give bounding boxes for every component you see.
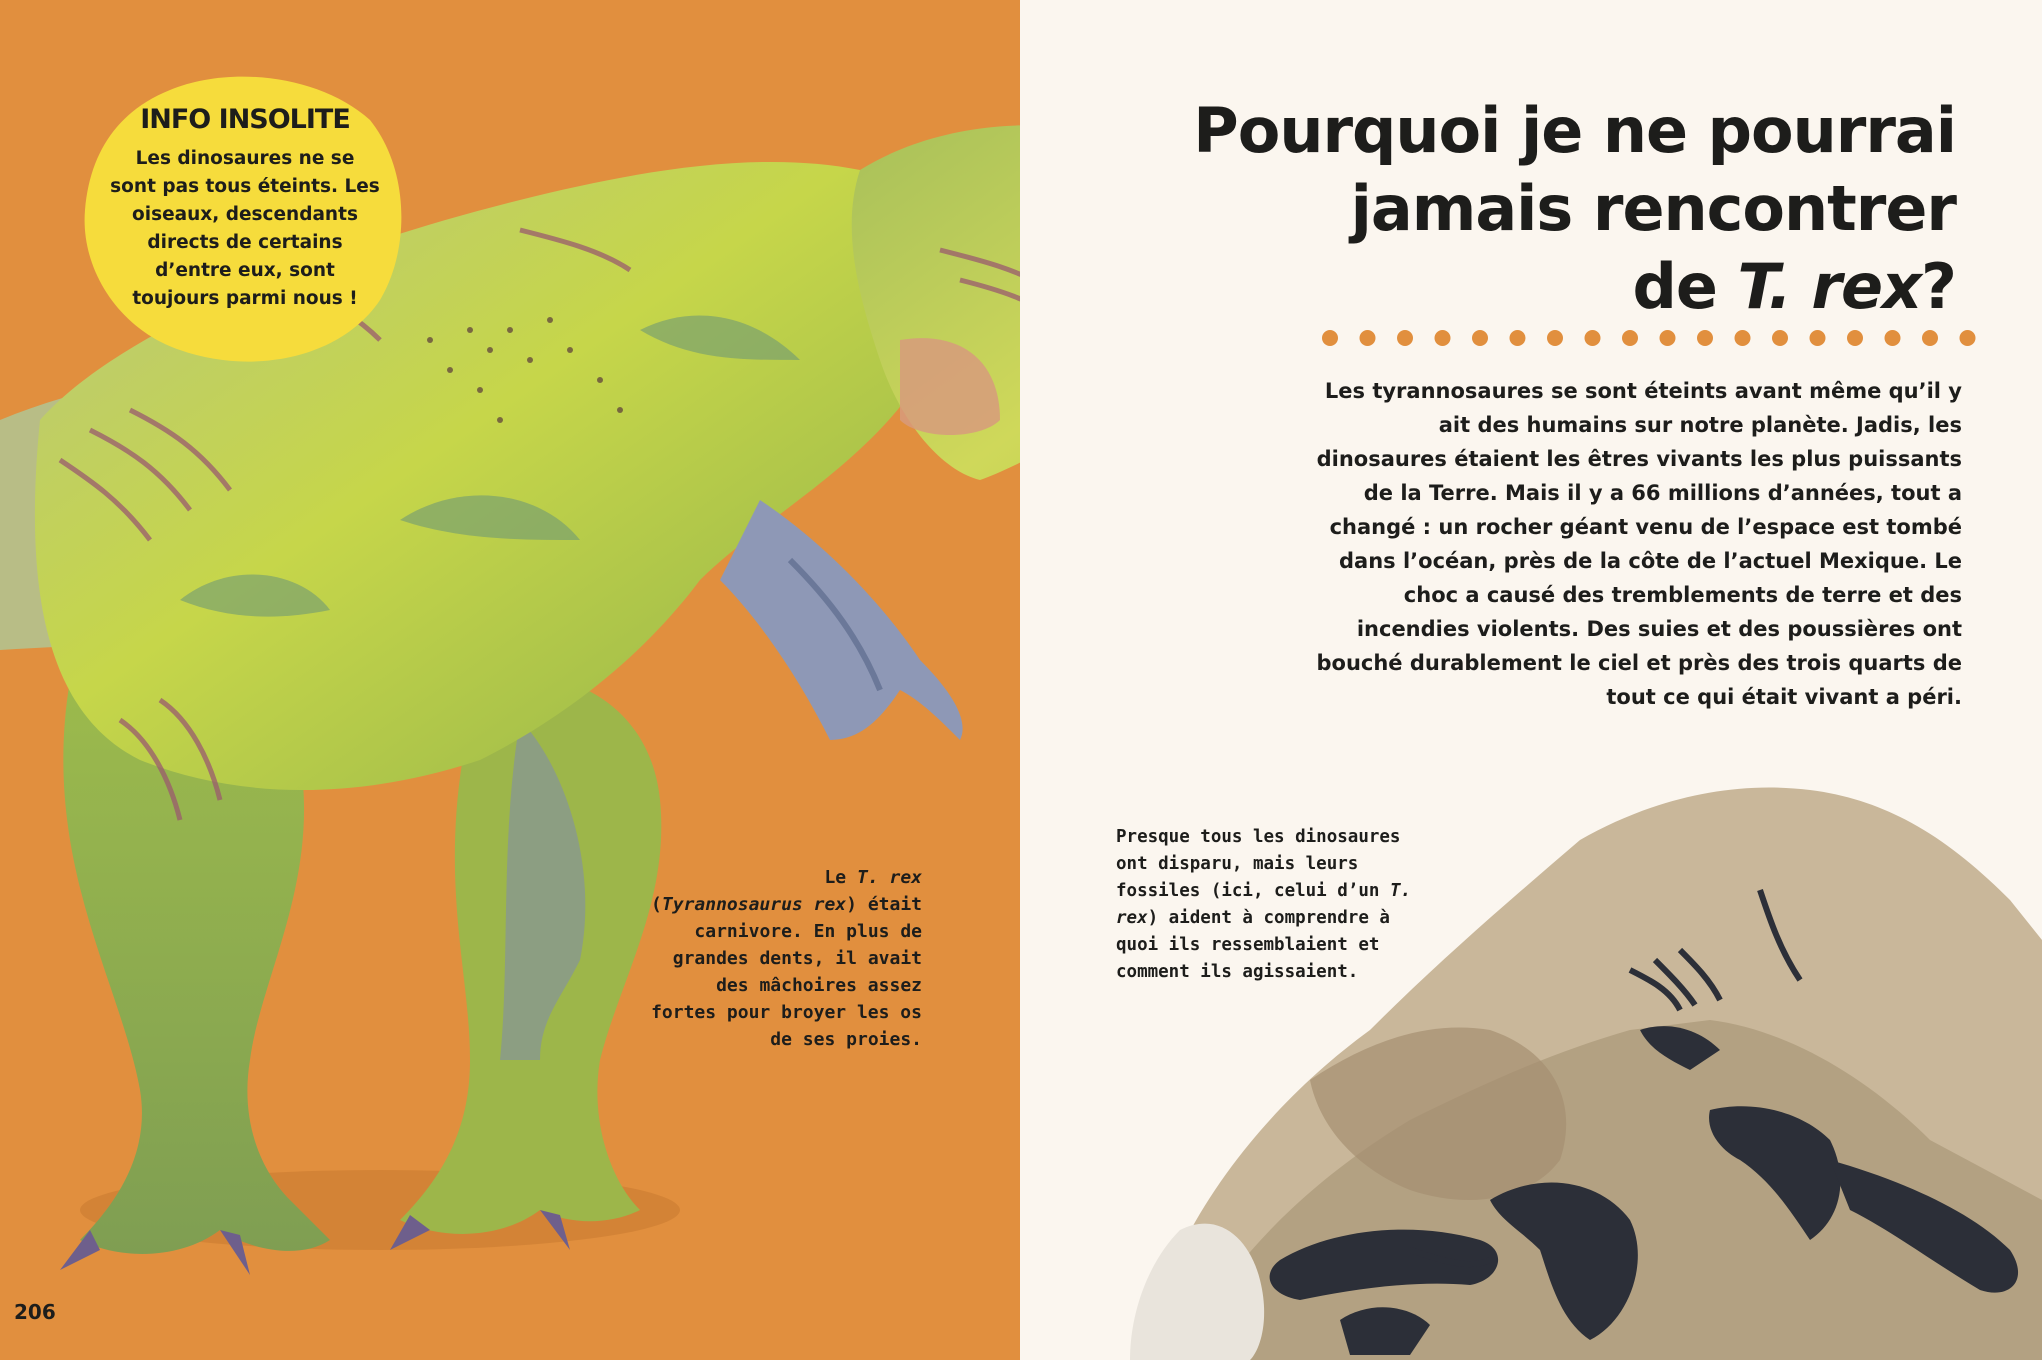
divider-dot (1922, 330, 1938, 346)
divider-dot (1847, 330, 1863, 346)
divider-dot (1660, 330, 1676, 346)
fossil-caption-part-2: ) aident à comprendre à quoi ils ressemblaient et comment ils agissaient. (1116, 908, 1390, 982)
divider-dot (1397, 330, 1413, 346)
divider-dot (1772, 330, 1788, 346)
title-line-3-prefix: de (1632, 250, 1738, 323)
title-trex: T. rex (1737, 250, 1922, 323)
fossil-caption-trex: T. rex (1116, 881, 1412, 928)
divider-dot (1735, 330, 1751, 346)
divider-dot (1435, 330, 1451, 346)
left-page (0, 0, 1020, 1360)
fossil-caption (1116, 824, 1436, 986)
page-number: 206 (14, 1300, 56, 1324)
divider-dot (1472, 330, 1488, 346)
divider-dot (1960, 330, 1976, 346)
divider-dot (1510, 330, 1526, 346)
dotted-divider (1320, 328, 1980, 348)
right-page (1020, 0, 2042, 1360)
caption-paren-open: ( (651, 894, 662, 915)
caption-species: Tyrannosaurus rex (661, 894, 847, 915)
caption-prefix: Le (824, 867, 857, 888)
body-paragraph: Les tyrannosaures se sont éteints avant même qu’il y ait des humains sur notre planète. Jadis, les dinosaures étaient les êtres vivants les plus puissants de la Terre. Mais il y a 66 millions d’années, tout a changé : un rocher géant venu de l’espace est tombé dans l’océan, près de la côte de l’actuel Mexique. Le choc a causé des tremblements de terre et des incendies violents. Des suies et des poussières ont bouché durablement le ciel et près des trois quarts de tout ce qui était vivant a péri. (1316, 379, 1962, 709)
divider-dot (1360, 330, 1376, 346)
caption-rest: était carnivore. En plus de grandes dents, il avait des mâchoires assez fortes pour broyer les os de ses proies. (651, 894, 922, 1050)
divider-dot (1585, 330, 1601, 346)
fossil-caption-part-1: Presque tous les dinosaures ont disparu, mais leurs fossiles (ici, celui d’un (1116, 827, 1401, 901)
info-box (110, 104, 380, 313)
page-title (1116, 92, 1956, 326)
title-line-1: Pourquoi je ne pourrai (1193, 94, 1956, 167)
title-line-2: jamais rencontrer (1350, 172, 1956, 245)
info-box-text: Les dinosaures ne se sont pas tous éteints. Les oiseaux, descendants directs de certains d’entre eux, sont toujours parmi nous ! (110, 148, 380, 309)
caption-trex: T. rex (856, 867, 922, 888)
divider-dot (1547, 330, 1563, 346)
t-rex-caption (650, 864, 922, 1053)
caption-paren-close: ) (846, 894, 857, 915)
divider-dot (1322, 330, 1338, 346)
title-question: ? (1921, 250, 1956, 323)
info-box-title: INFO INSOLITE (140, 104, 350, 135)
divider-dot (1697, 330, 1713, 346)
divider-dot (1622, 330, 1638, 346)
divider-dot (1810, 330, 1826, 346)
divider-dot (1885, 330, 1901, 346)
